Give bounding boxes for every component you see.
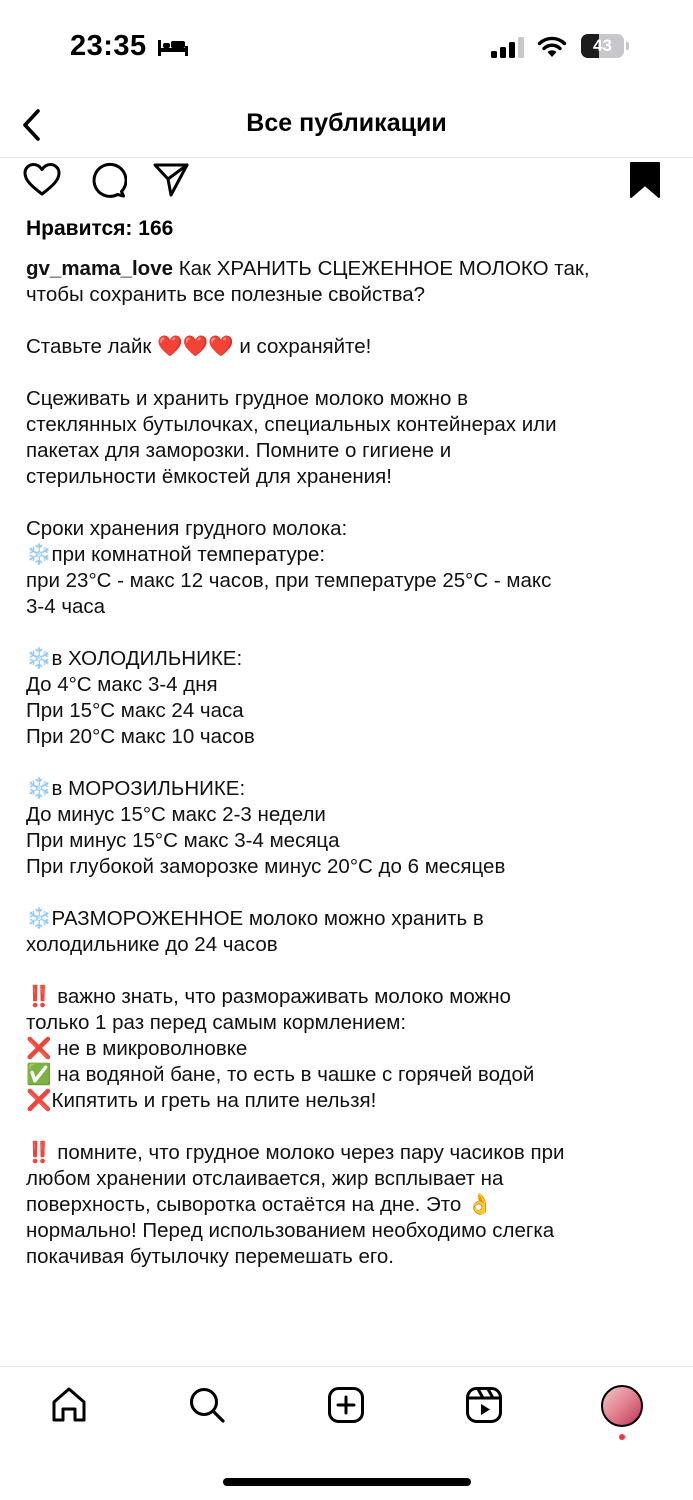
status-bar xyxy=(0,0,693,95)
profile-avatar[interactable] xyxy=(601,1385,643,1427)
send-icon[interactable] xyxy=(151,160,191,200)
battery-icon xyxy=(581,34,628,58)
home-indicator xyxy=(223,1478,471,1486)
bottom-tab-bar xyxy=(0,1366,693,1457)
battery-level: 43 xyxy=(593,36,612,55)
status-time: 23:35 xyxy=(70,30,147,62)
home-icon[interactable] xyxy=(49,1385,89,1425)
sleep-mode-icon xyxy=(158,38,188,56)
page-title: Все публикации xyxy=(246,109,447,137)
create-icon[interactable] xyxy=(326,1385,366,1425)
comment-icon[interactable] xyxy=(87,160,127,200)
wifi-icon xyxy=(536,34,568,58)
bookmark-icon[interactable] xyxy=(626,160,664,200)
search-icon[interactable] xyxy=(187,1385,227,1425)
reels-icon[interactable] xyxy=(464,1385,504,1425)
heart-icon[interactable] xyxy=(22,160,62,200)
author-username[interactable]: gv_mama_love xyxy=(26,257,174,280)
post-caption xyxy=(26,256,666,1270)
caption-text: Как ХРАНИТЬ СЦЕЖЕННОЕ МОЛОКО так, чтобы сохранить все полезные свойства? Ставьте лайк ❤️❤️❤️ и сохраняйте! Сцеживать и хранить грудное молоко можно в стеклянных бутылочках, специальных контейнерах или пакетах для заморозки. Помните о гигиене и стерильности ёмкостей для хранения! Сроки хранения грудного молока: ❄️при комнатной температуре: при 23°C - макс 12 часов, при температуре 25°C - макс 3-4 часа ❄️в ХОЛОДИЛЬНИКЕ: До 4°С макс 3-4 дня При 15°С макс 24 часа При 20°С макс 10 часов ❄️в МОРОЗИЛЬНИКЕ: До минус 15°С макс 2-3 недели При минус 15°С макс 3-4 месяца При глубокой заморозке минус 20°С до 6 месяцев ❄️РАЗМОРОЖЕННОЕ молоко можно хранить в холодильнике до 24 часов ‼️ важно знать, что размораживать молоко можно только 1 раз перед самым кормлением: ❌ не в микроволновке ✅ на водяной бане, то есть в чашке с горячей водой ❌Кипятить и греть на плите нельзя! ‼️ помните, что грудное молоко через пару часиков при любом хранении отслаивается, жир всплывает на поверхность, сыворотка остаётся на дне. Это 👌 нормально! Перед использованием необходимо слегка покачивая бутылочку перемешать его. xyxy=(26,257,590,1268)
post-actions xyxy=(0,158,693,206)
likes-count[interactable]: Нравится: 166 xyxy=(26,217,174,240)
cellular-signal-icon xyxy=(491,37,525,58)
notification-dot xyxy=(619,1434,625,1440)
top-nav-bar xyxy=(0,95,693,158)
